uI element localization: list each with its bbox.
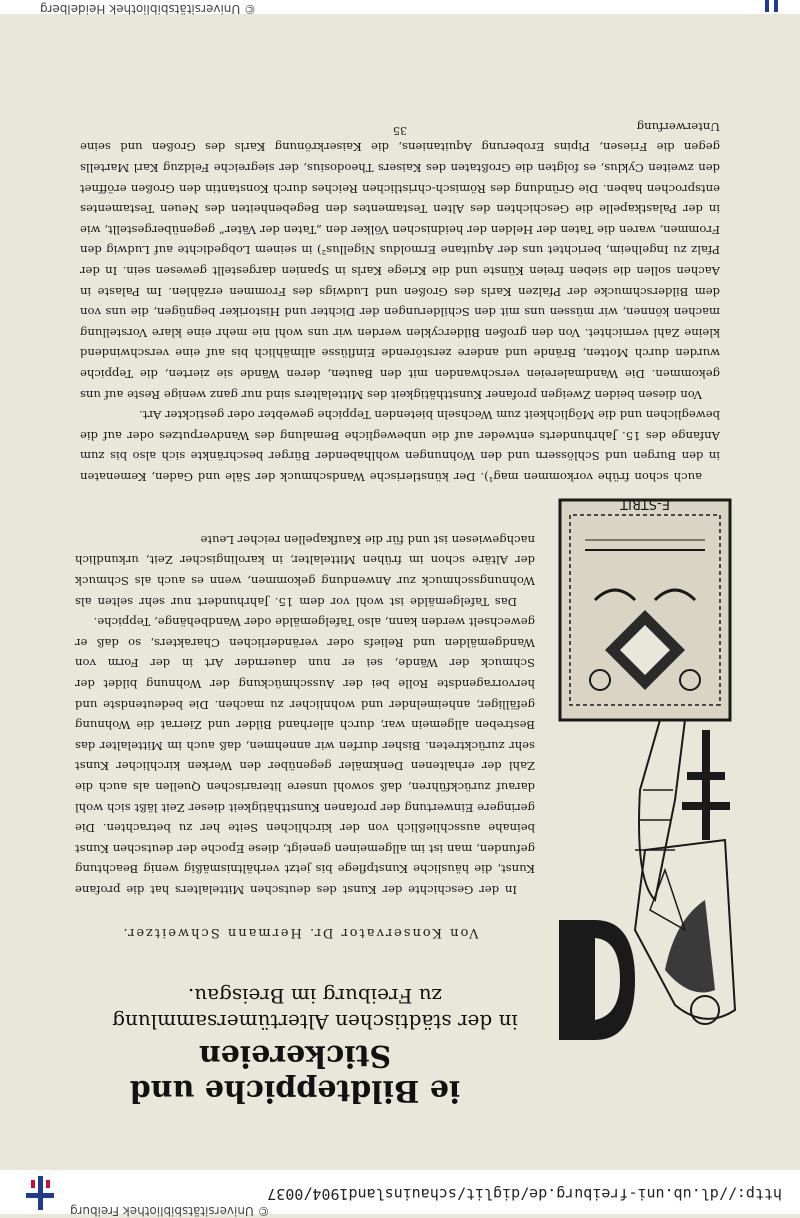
title-line-2: in der städtischen Altertümersammlung bbox=[112, 1010, 518, 1034]
page-number: 35 bbox=[393, 124, 407, 137]
body-paragraph: auch schon frühe vorkommen mag¹). Der künstlerische Wandschmuck der Säle und Gaden, Kemenaten in den Burgen und Schlössern und den Wohnungen wohlhabender Bürger beschränkte sich also bis zum Anfange des 15. Jahrhunderts entweder auf die unbewegliche Bemalung des Wandverputzes oder auf die beweglichen und die Möglichkeit zum Wechseln bietenden Teppiche gewebter oder gestickter Art. bbox=[80, 408, 720, 484]
initial-d-icon bbox=[559, 920, 635, 1040]
body-column bbox=[75, 529, 535, 900]
illustration-label: E-STRIT bbox=[620, 496, 670, 511]
initial-d-illustration bbox=[555, 490, 745, 1050]
library-credit-top: © Universitätsbibliothek Freiburg bbox=[70, 1204, 270, 1218]
library-logo-icon bbox=[20, 1176, 60, 1210]
viewer-top-bar bbox=[0, 1169, 800, 1218]
library-credit-bottom: © Universitätsbibliothek Heidelberg bbox=[40, 2, 257, 16]
scanned-page bbox=[0, 14, 800, 1170]
body-paragraph: Das Tafelgemälde ist wohl vor dem 15. Jahrhundert nur sehr selten als Wohnungsschmuck zur Anwendung gekommen, wenn es auch als Schmuck der Altäre schon im frühen Mittelalter, in karolingischer Zeit, urkundlich nachgewiesen ist und für die Kaufkapellen reicher Leute bbox=[75, 532, 535, 609]
article-title bbox=[55, 984, 575, 1108]
library-logo-small-icon bbox=[758, 0, 784, 12]
title-line-1: ie Bildteppiche und Stickereien bbox=[129, 1038, 461, 1108]
viewer-bottom-bar bbox=[0, 0, 800, 14]
body-full-width bbox=[80, 116, 720, 487]
page-url[interactable]: http://dl.ub.uni-freiburg.de/diglit/schauinsland1904/0037 bbox=[267, 1185, 782, 1203]
body-paragraph: Von diesen beiden Zweigen profaner Kunstthätigkeit des Mittelalters sind nur ganz wenige Reste auf uns gekommen. Die Wandmalereien verschwanden mit den Bauten, deren Wände sie zierten, die Teppiche wurden durch Motten, Brände und andere zerstörende Einflüsse allmählich bis auf eine verschwindend kleine Zahl vernichtet. Von den großen Bildercyklen werden wir uns wohl nie mehr eine klare Vorstellung machen können, wir müssen uns mit den Schilderungen der Dichter und Historiker begnügen, die uns von dem Bilderschmucke der Pfalzen Karls des Großen und Ludwigs des Frommen erzählen. Im Palaste in Aachen sollen die sieben freien Künste und die Kriege Karls in Spanien dargestellt gewesen sein. In der Pfalz zu Ingelheim, berichtet uns der Aquitane Ermoldus Nigellus²) in seinem Lobgedichte auf Ludwig den Frommen, waren die Taten der Helden der heidnischen Völker den „Taten der Väter“ gegenübergestellt, wie in der Palastkapelle die Geschichten des Alten Testamentes den Begebenheiten des Neuen Testamentes entsprochen haben. Die Gründung des Römisch-christlichen Reiches durch Konstantin den Großen eröffnet den zweiten Cyklus, es folgten die Großtaten des Kaisers Theodosius, der siegreiche Feldzug Karl Martells gegen die Friesen, Pipins Eroberung Aquitaniens, die Kaiserkrönung Karls des Großen und seine Unterwerfung bbox=[80, 119, 720, 402]
title-line-3: zu Freiburg im Breisgau. bbox=[187, 984, 443, 1008]
author-line: Von Konservator Dr. Hermann Schweitzer. bbox=[121, 925, 479, 940]
body-paragraph: In der Geschichte der Kunst des deutschen Mittelalters hat die profane Kunst, die häusliche Kunstpflege bis jetzt verhältnismäßig wenig Beachtung gefunden, man ist im allgemeinen geneigt, diese Epoche der deutschen Kunst beinahe ausschließlich von der kirchlichen Seite her zu betrachten. Die geringere Einwertung der profanen Kunstthätigkeit dieser Zeit läßt sich wohl darauf zurückführen, daß sowohl unsere literarischen Quellen als auch die Zahl der erhaltenen Denkmäler gegenüber den Werken kirchlicher Kunst sehr zurücktreten. Bisher durfen wir annehmen, daß auch im Mittelalter das Bestreben allgemein war, durch allerhand Bilder und Zierrat die Wohnung gefälliger, anheimelnder und wohnlicher zu machen. Die bedeutendste und hervorragendste Rolle bei der Ausschmückung der Wohnung bildet der Schmuck der Wände, sei er nun dauernder Art in der Form von Wandgemälden und Reliefs oder veränderlichen Charakters, so daß er gewechselt werden kann, also Tafelgemälde oder Wandbehänge, Teppiche. bbox=[75, 615, 535, 897]
